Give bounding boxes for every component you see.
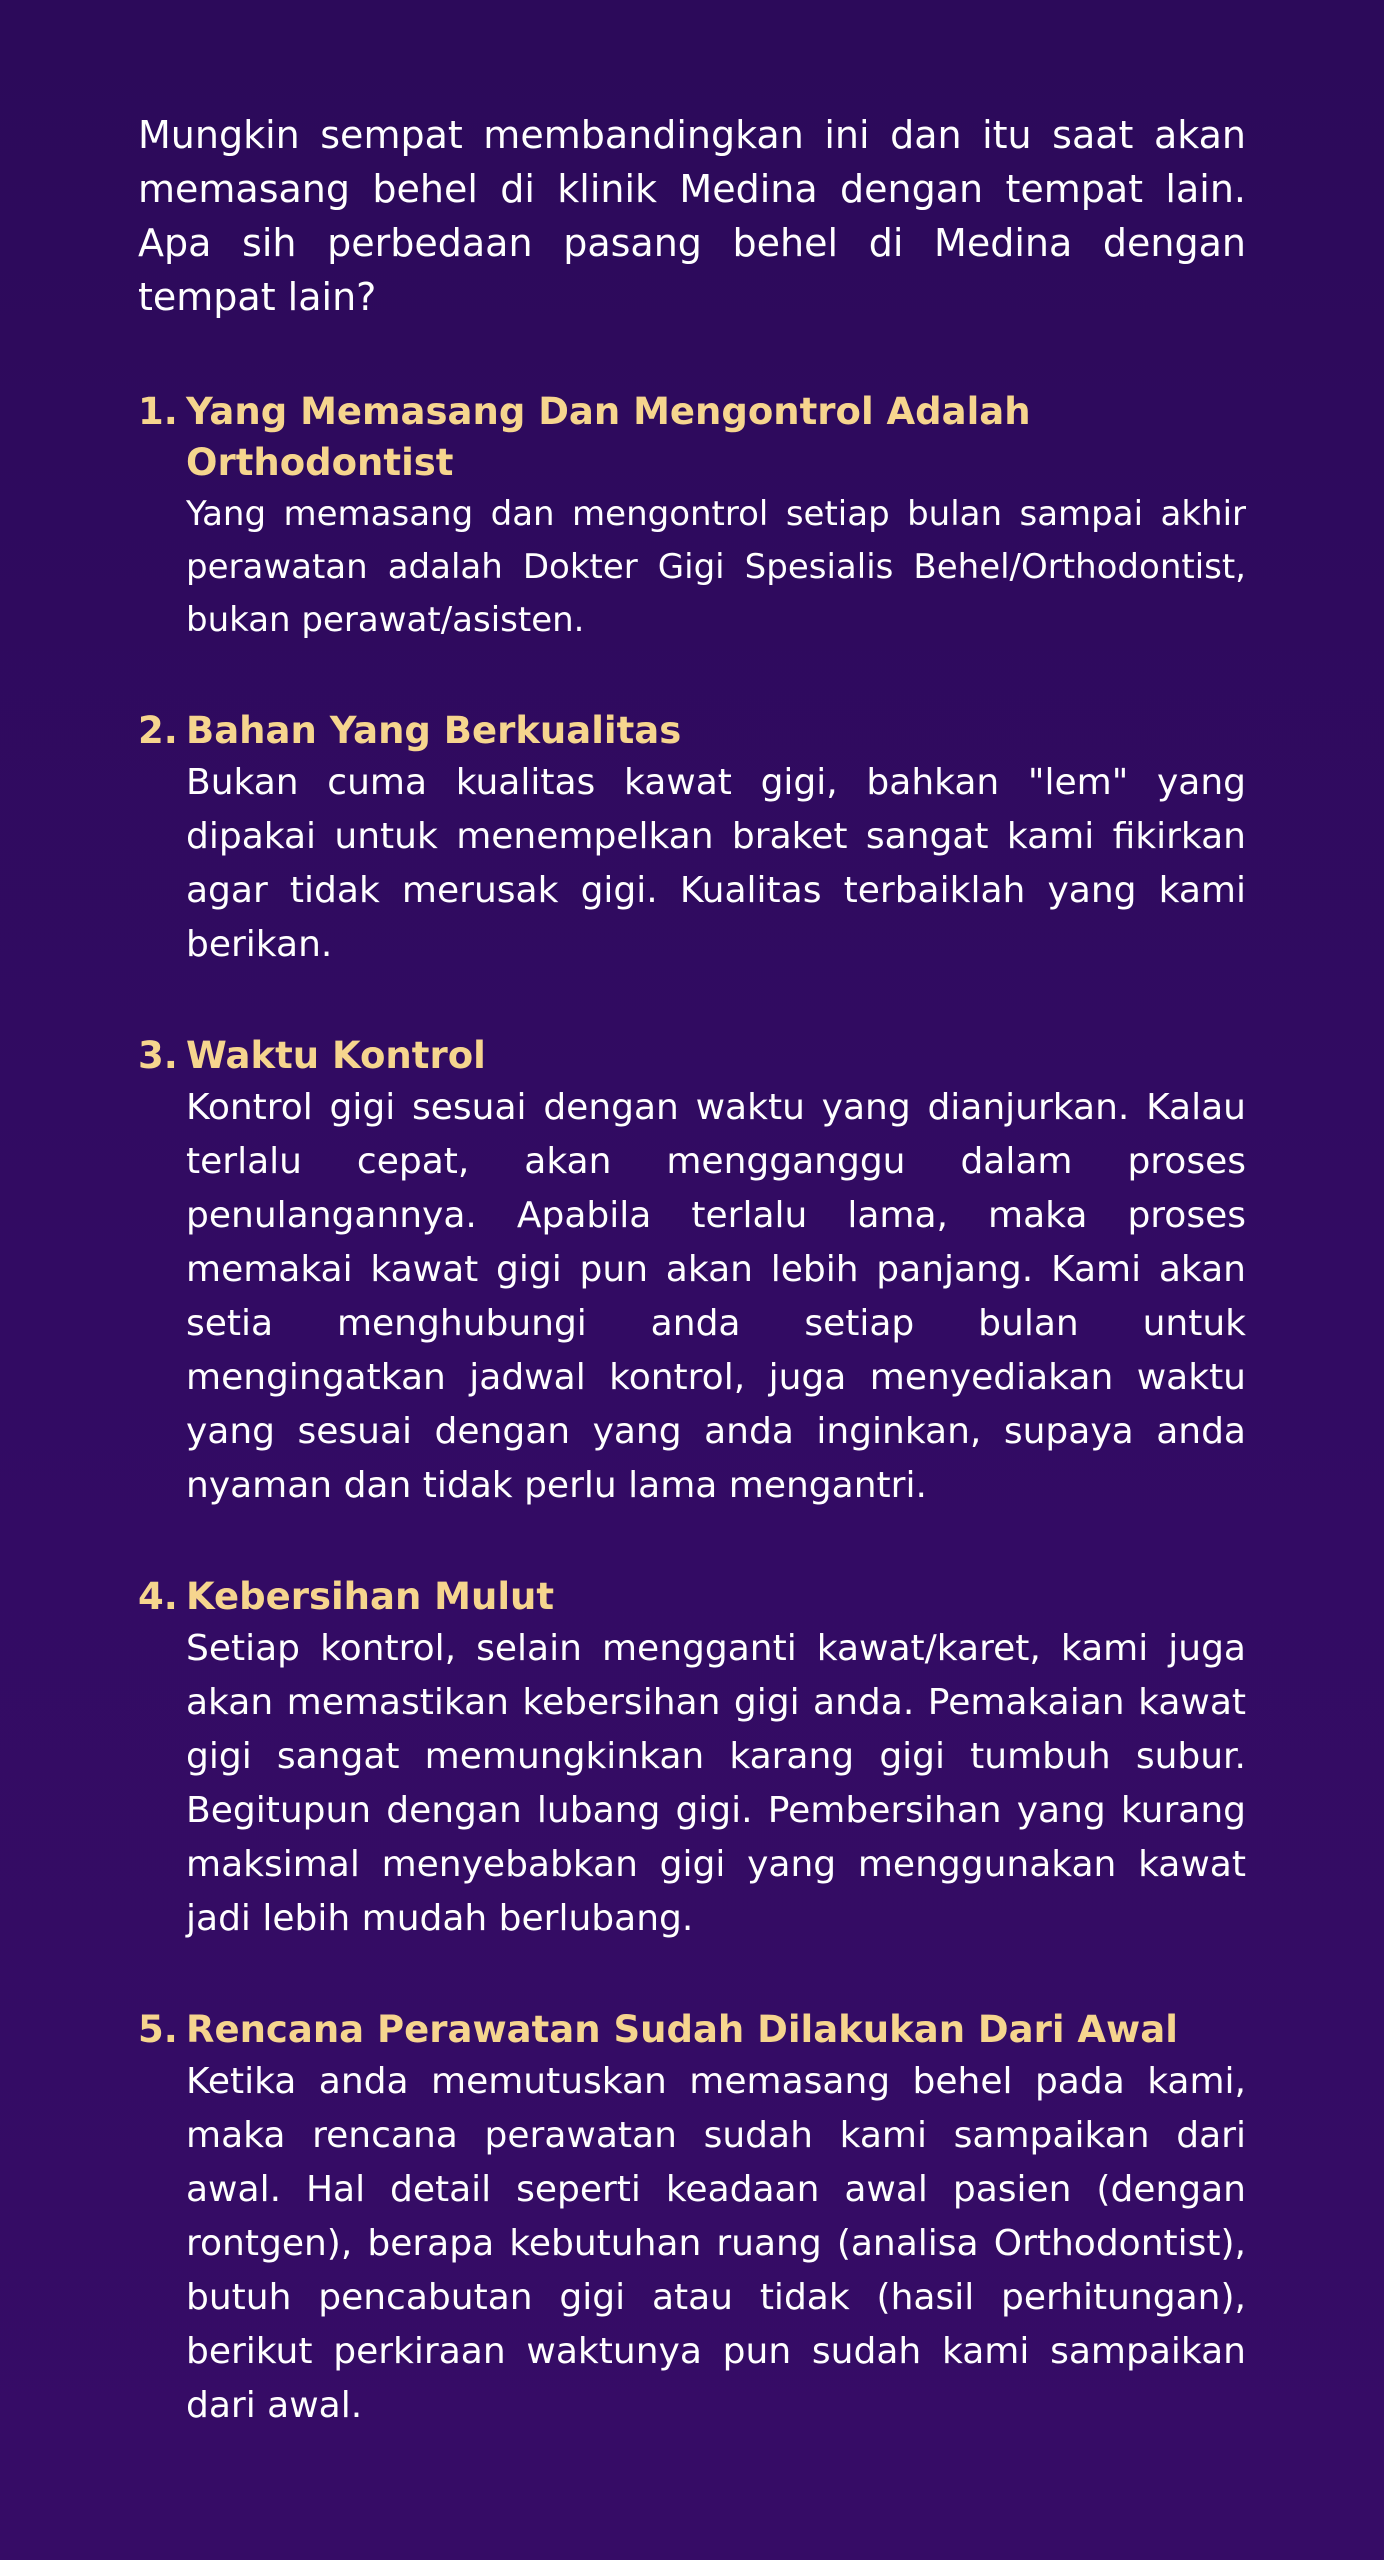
list-item: [138, 1030, 1246, 1513]
item-title: Bahan Yang Berkualitas: [186, 709, 682, 752]
item-heading: [138, 705, 1246, 756]
list-item: [138, 1571, 1246, 1946]
item-heading: [138, 386, 1246, 488]
item-number: 4.: [138, 1575, 178, 1618]
item-title: Kebersihan Mulut: [186, 1575, 555, 1618]
item-number: 5.: [138, 2008, 178, 2051]
item-number: 1.: [138, 390, 178, 433]
item-title: Waktu Kontrol: [186, 1034, 486, 1077]
item-description: Bukan cuma kualitas kawat gigi, bahkan "lem" yang dipakai untuk menempelkan braket sangat kami fikirkan agar tidak merusak gigi. Kualitas terbaiklah yang kami berikan.: [186, 762, 1246, 965]
item-description: Ketika anda memutuskan memasang behel pada kami, maka rencana perawatan sudah kami sampaikan dari awal. Hal detail seperti keadaan awal pasien (dengan rontgen), berapa kebutuhan ruang (analisa Orthodontist), butuh pencabutan gigi atau tidak (hasil perhitungan), berikut perkiraan waktunya pun sudah kami sampaikan dari awal.: [186, 2061, 1246, 2426]
benefit-list: [138, 386, 1246, 2433]
item-title: Rencana Perawatan Sudah Dilakukan Dari Awal: [186, 2008, 1178, 2051]
item-description: Kontrol gigi sesuai dengan waktu yang dianjurkan. Kalau terlalu cepat, akan mengganggu dalam proses penulangannya. Apabila terlalu lama, maka proses memakai kawat gigi pun akan lebih panjang. Kami akan setia menghubungi anda setiap bulan untuk mengingatkan jadwal kontrol, juga menyediakan waktu yang sesuai dengan yang anda inginkan, supaya anda nyaman dan tidak perlu lama mengantri.: [186, 1087, 1246, 1506]
item-description: Setiap kontrol, selain mengganti kawat/karet, kami juga akan memastikan kebersihan gigi anda. Pemakaian kawat gigi sangat memungkinkan karang gigi tumbuh subur. Begitupun dengan lubang gigi. Pembersihan yang kurang maksimal menyebabkan gigi yang menggunakan kawat jadi lebih mudah berlubang.: [186, 1628, 1246, 1939]
list-item: [138, 2004, 1246, 2433]
item-title: Yang Memasang Dan Mengontrol Adalah Orthodontist: [186, 390, 1031, 484]
item-description: Yang memasang dan mengontrol setiap bulan sampai akhir perawatan adalah Dokter Gigi Spesialis Behel/Orthodontist, bukan perawat/asisten.: [186, 494, 1246, 640]
item-heading: [138, 2004, 1246, 2055]
item-number: 2.: [138, 709, 178, 752]
item-number: 3.: [138, 1034, 178, 1077]
list-item: [138, 705, 1246, 972]
item-heading: [138, 1571, 1246, 1622]
intro-paragraph: Mungkin sempat membandingkan ini dan itu saat akan memasang behel di klinik Medina dengan tempat lain. Apa sih perbedaan pasang behel di Medina dengan tempat lain?: [138, 113, 1246, 319]
list-item: [138, 386, 1246, 647]
item-heading: [138, 1030, 1246, 1081]
